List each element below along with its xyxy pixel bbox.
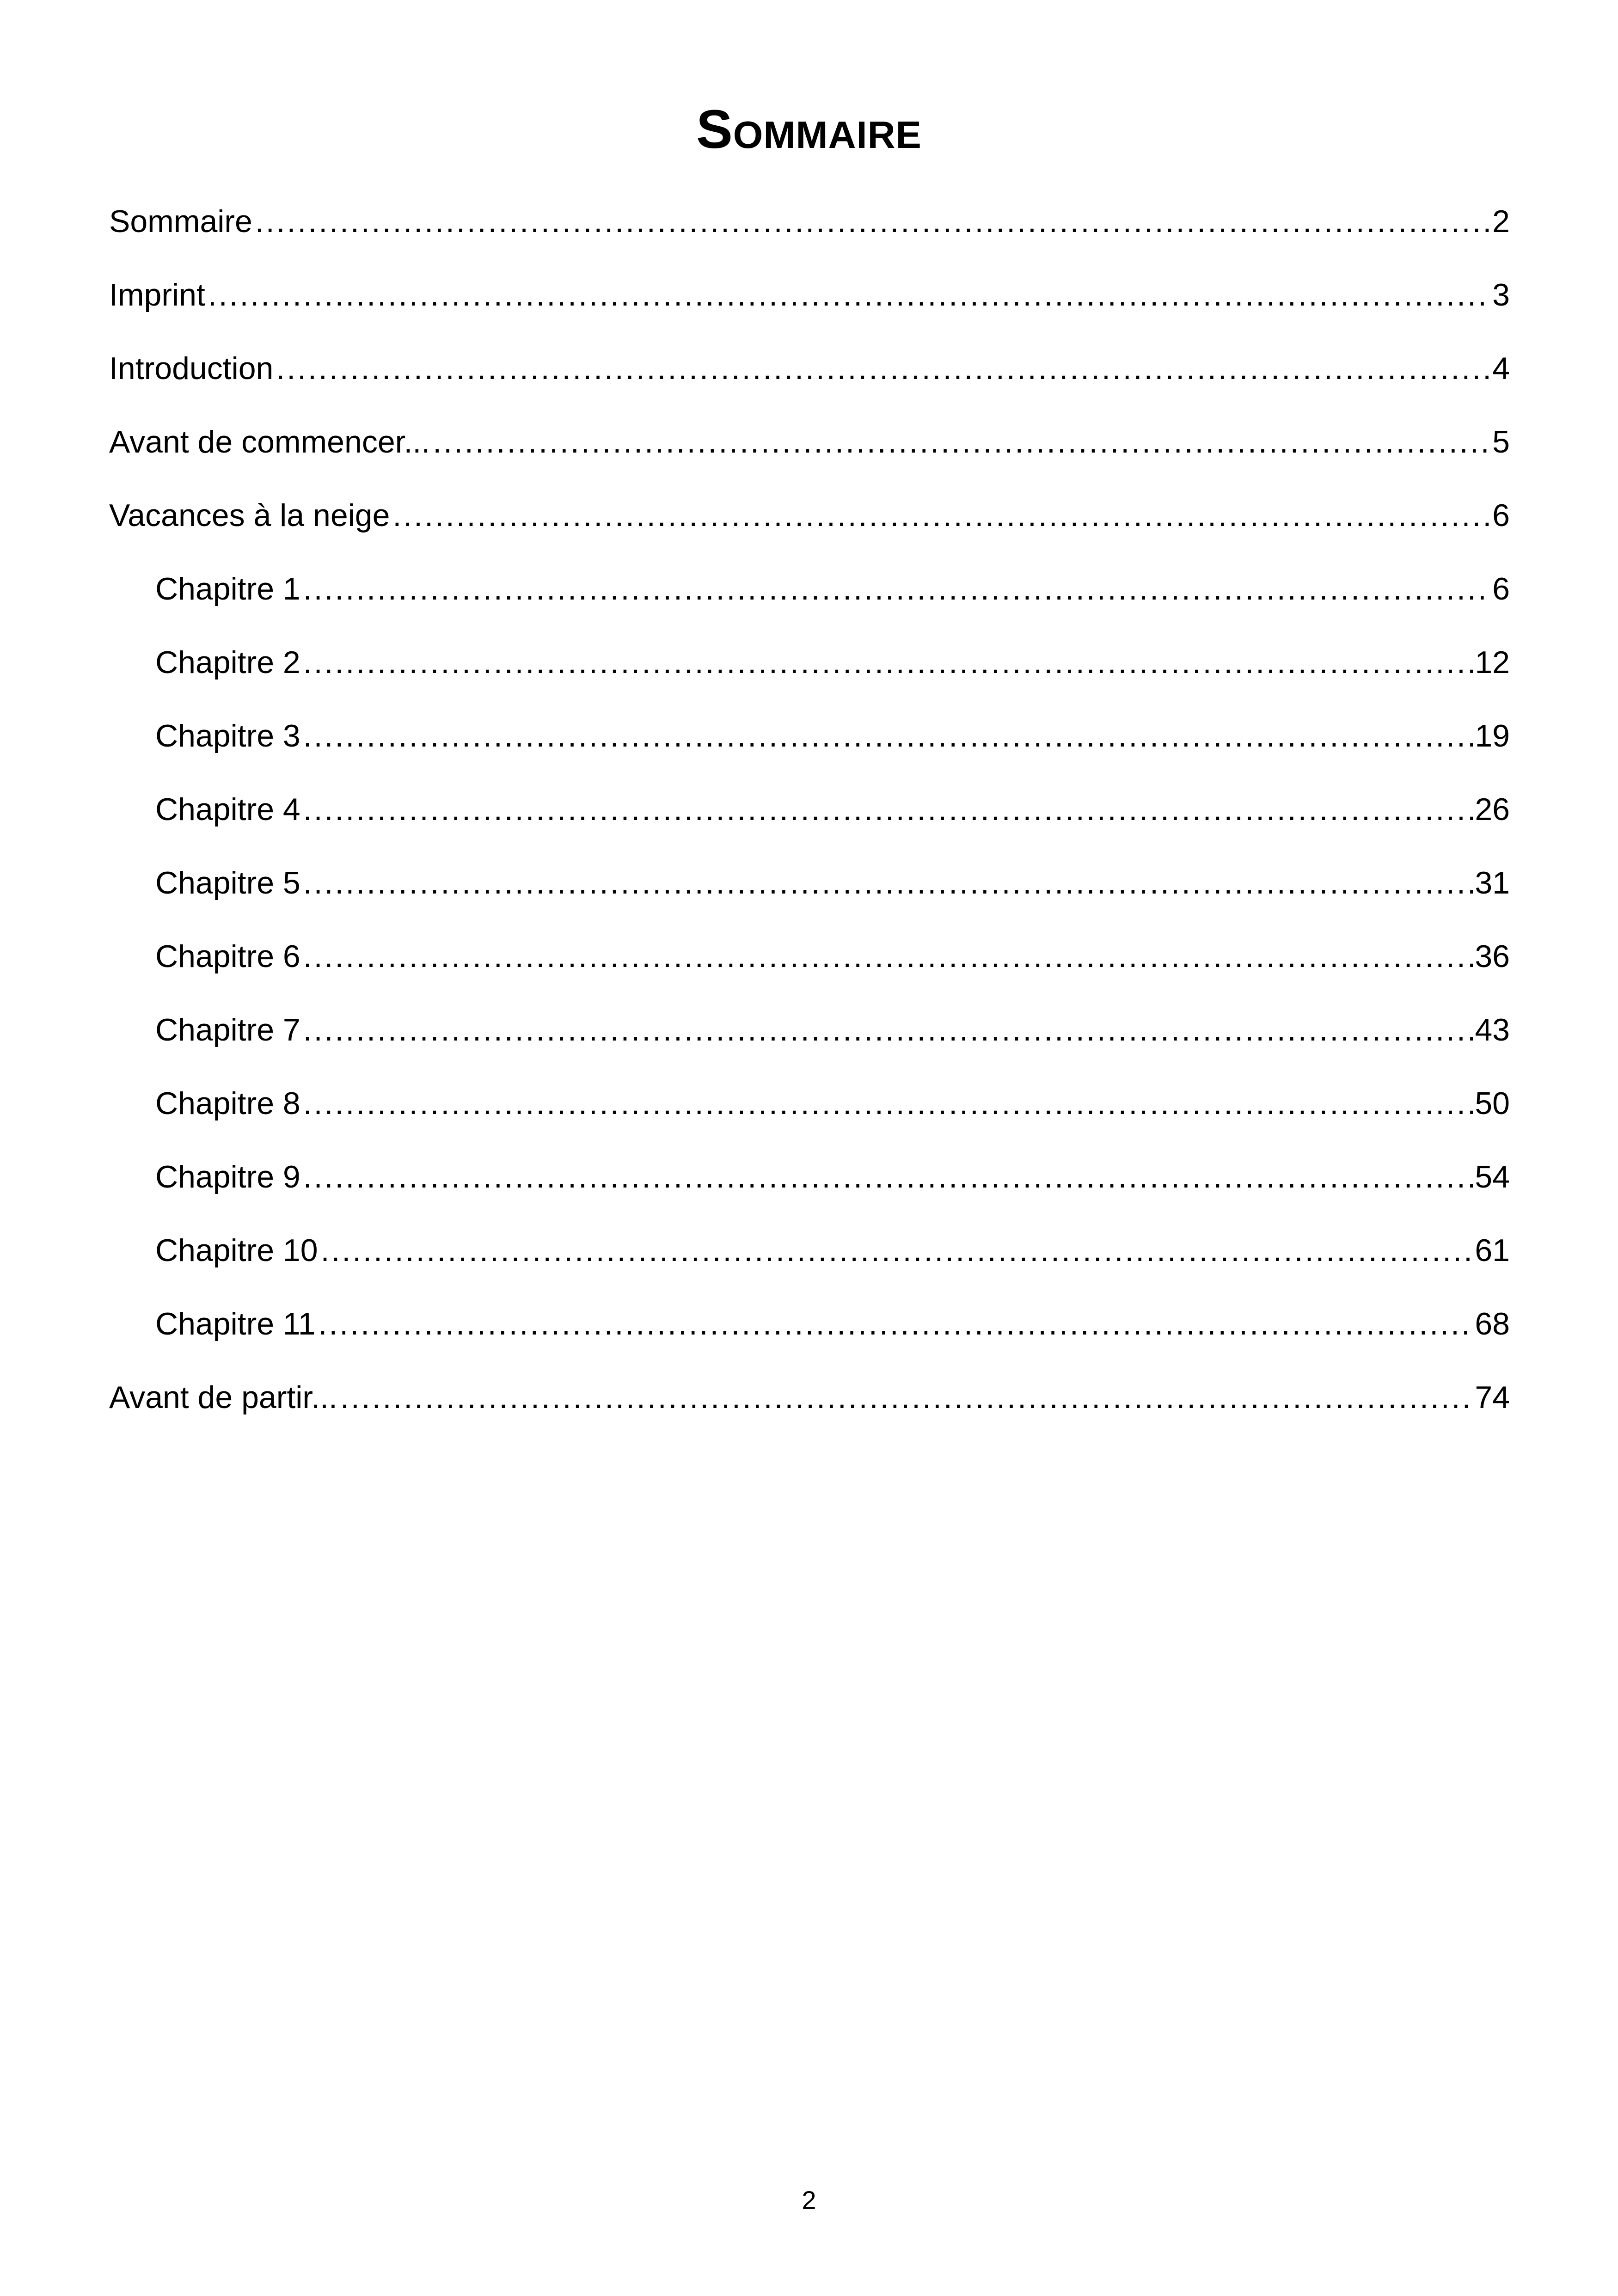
toc-dot-leader xyxy=(303,920,1473,993)
page-title: Sommaire xyxy=(696,99,922,160)
toc-entry-page: 74 xyxy=(1475,1380,1510,1415)
toc-dot-leader xyxy=(392,479,1490,552)
toc-entry-page: 31 xyxy=(1475,865,1510,900)
toc-dot-leader xyxy=(303,699,1473,773)
toc-entry-label: Chapitre 10 xyxy=(155,1233,318,1268)
toc-entry-page: 6 xyxy=(1492,571,1510,606)
toc-dot-leader xyxy=(303,552,1490,626)
toc-subentry[interactable] xyxy=(109,773,1510,846)
toc-entry-page: 54 xyxy=(1475,1159,1510,1194)
toc-entry-label: Avant de commencer... xyxy=(109,424,430,459)
toc-subentry[interactable] xyxy=(109,1287,1510,1361)
toc-subentry[interactable] xyxy=(109,846,1510,920)
toc-dot-leader xyxy=(303,773,1473,846)
table-of-contents xyxy=(109,185,1510,1434)
toc-dot-leader xyxy=(276,332,1490,405)
toc-dot-leader xyxy=(321,1214,1473,1287)
toc-entry-page: 2 xyxy=(1492,204,1510,239)
toc-entry-page: 68 xyxy=(1475,1306,1510,1341)
footer-page-number: 2 xyxy=(802,2186,816,2215)
toc-subentry[interactable] xyxy=(109,699,1510,773)
toc-dot-leader xyxy=(319,1287,1473,1361)
toc-dot-leader xyxy=(303,1067,1473,1140)
toc-entry-label: Imprint xyxy=(109,277,205,312)
toc-dot-leader xyxy=(303,626,1473,699)
toc-dot-leader xyxy=(340,1361,1473,1434)
toc-subentry[interactable] xyxy=(109,552,1510,626)
toc-subentry[interactable] xyxy=(109,1214,1510,1287)
toc-entry-page: 12 xyxy=(1475,645,1510,680)
toc-entry[interactable] xyxy=(109,332,1510,405)
toc-entry[interactable] xyxy=(109,405,1510,479)
toc-entry[interactable] xyxy=(109,258,1510,332)
toc-subentry[interactable] xyxy=(109,920,1510,993)
toc-dot-leader xyxy=(208,258,1490,332)
toc-entry-label: Chapitre 7 xyxy=(155,1012,300,1047)
toc-dot-leader xyxy=(303,993,1473,1067)
toc-entry-page: 4 xyxy=(1492,351,1510,386)
toc-entry-label: Chapitre 1 xyxy=(155,571,300,606)
toc-dot-leader xyxy=(433,405,1490,479)
toc-entry-page: 50 xyxy=(1475,1086,1510,1121)
toc-entry-label: Introduction xyxy=(109,351,274,386)
toc-entry-page: 5 xyxy=(1492,424,1510,459)
toc-entry-label: Chapitre 4 xyxy=(155,792,300,827)
toc-entry-label: Chapitre 11 xyxy=(155,1306,316,1341)
toc-entry-page: 26 xyxy=(1475,792,1510,827)
toc-dot-leader xyxy=(303,1140,1473,1214)
toc-subentry[interactable] xyxy=(109,626,1510,699)
toc-entry-label: Chapitre 9 xyxy=(155,1159,300,1194)
toc-entry-label: Chapitre 3 xyxy=(155,718,300,753)
toc-entry-label: Sommaire xyxy=(109,204,252,239)
toc-entry[interactable] xyxy=(109,479,1510,552)
toc-entry-page: 43 xyxy=(1475,1012,1510,1047)
toc-entry[interactable] xyxy=(109,1361,1510,1434)
toc-entry[interactable] xyxy=(109,185,1510,258)
toc-entry-page: 6 xyxy=(1492,498,1510,533)
toc-dot-leader xyxy=(303,846,1473,920)
toc-entry-label: Chapitre 8 xyxy=(155,1086,300,1121)
toc-entry-label: Chapitre 5 xyxy=(155,865,300,900)
toc-entry-label: Chapitre 2 xyxy=(155,645,300,680)
toc-entry-page: 36 xyxy=(1475,939,1510,974)
toc-entry-page: 19 xyxy=(1475,718,1510,753)
toc-entry-label: Chapitre 6 xyxy=(155,939,300,974)
toc-entry-page: 61 xyxy=(1475,1233,1510,1268)
toc-dot-leader xyxy=(255,185,1490,258)
toc-entry-page: 3 xyxy=(1492,277,1510,312)
toc-subentry[interactable] xyxy=(109,1067,1510,1140)
toc-entry-label: Avant de partir... xyxy=(109,1380,337,1415)
toc-entry-label: Vacances à la neige xyxy=(109,498,390,533)
toc-subentry[interactable] xyxy=(109,993,1510,1067)
toc-subentry[interactable] xyxy=(109,1140,1510,1214)
